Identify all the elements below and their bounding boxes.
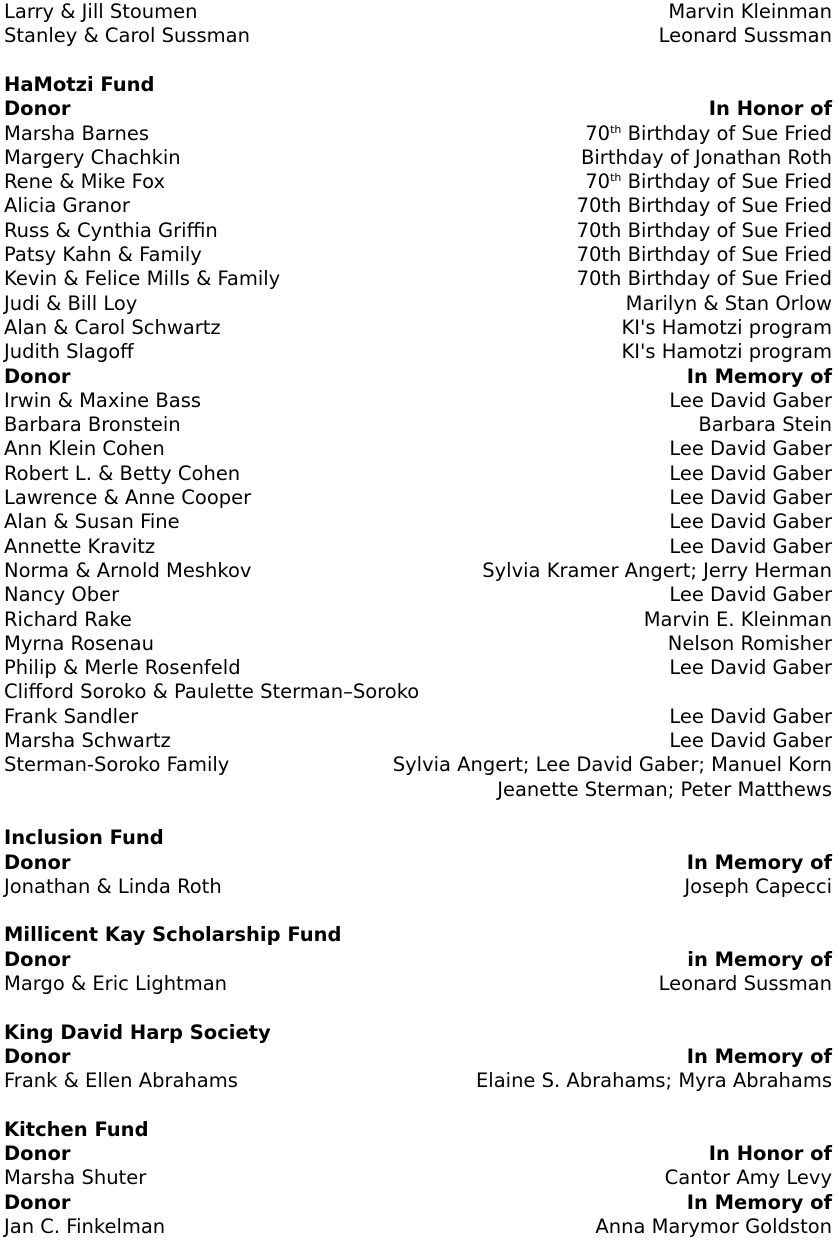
section-title: Millicent Kay Scholarship Fund	[4, 923, 342, 947]
honoree-name: Lee David Gaber	[669, 729, 832, 752]
donor-name: Annette Kravitz	[4, 534, 156, 558]
honoree-name: Cantor Amy Levy	[664, 1166, 832, 1190]
honoree-name: Jeanette Sterman; Peter Matthews	[497, 777, 832, 801]
donor-name: Marsha Barnes	[4, 121, 149, 145]
list-item	[4, 486, 832, 510]
list-item	[4, 729, 832, 753]
donor-name: Clifford Soroko & Paulette Sterman–Soroko	[4, 680, 420, 704]
honoree-name: KI's Hamotzi program	[621, 340, 832, 364]
list-item	[4, 875, 832, 899]
honoree-name: Lee David Gaber	[669, 534, 832, 558]
donor-name: Margery Chachkin	[4, 145, 181, 169]
section-title: Kitchen Fund	[4, 1117, 149, 1141]
in-honor-header: In Honor of	[708, 97, 832, 121]
donor-name: Kevin & Felice Mills & Family	[4, 267, 281, 291]
donor-name: Irwin & Maxine Bass	[4, 388, 202, 412]
donor-name: Philip & Merle Rosenfeld	[4, 656, 241, 680]
list-item	[4, 24, 832, 48]
list-item	[4, 122, 832, 146]
list-item	[4, 632, 832, 656]
donor-name: Frank Sandler	[4, 704, 139, 728]
list-item	[4, 559, 832, 583]
donor-name: Alan & Susan Fine	[4, 510, 180, 534]
donor-name: Marsha Shuter	[4, 1166, 147, 1190]
donor-name: Marsha Schwartz	[4, 729, 171, 752]
donor-name: Russ & Cynthia Griffin	[4, 218, 218, 242]
donor-name: Rene & Mike Fox	[4, 170, 166, 194]
list-item	[4, 170, 832, 194]
honoree-name: Nelson Romisher	[667, 631, 832, 655]
in-memory-header: In Memory of	[686, 850, 832, 874]
honoree-name: 70th Birthday of Sue Fried	[585, 121, 832, 145]
honoree-name: Joseph Capecci	[684, 874, 832, 898]
donor-name: Nancy Ober	[4, 583, 120, 607]
list-item	[4, 510, 832, 534]
donor-name: Stanley & Carol Sussman	[4, 24, 250, 48]
honoree-name: Elaine S. Abrahams; Myra Abrahams	[475, 1069, 832, 1093]
list-item	[4, 413, 832, 437]
list-item	[4, 583, 832, 607]
honoree-name: Sylvia Kramer Angert; Jerry Herman	[482, 558, 832, 582]
honoree-name: Marvin Kleinman	[668, 0, 832, 23]
list-item	[4, 437, 832, 461]
list-item	[4, 753, 832, 777]
donor-header: Donor	[4, 1190, 71, 1214]
honoree-name: Marilyn & Stan Orlow	[625, 291, 832, 315]
list-item	[4, 1166, 832, 1190]
honoree-name: Sylvia Angert; Lee David Gaber; Manuel Korn	[392, 753, 832, 777]
honoree-name: Lee David Gaber	[669, 583, 832, 607]
donor-name: Patsy Kahn & Family	[4, 243, 202, 266]
donor-header: Donor	[4, 1044, 71, 1068]
donor-name: Frank & Ellen Abrahams	[4, 1069, 238, 1093]
in-memory-header: In Memory of	[686, 364, 832, 388]
list-item	[4, 0, 832, 24]
donor-name: Norma & Arnold Meshkov	[4, 558, 252, 582]
honoree-name: Leonard Sussman	[658, 24, 832, 48]
column-header	[4, 1045, 832, 1069]
donor-name: Judi & Bill Loy	[4, 291, 138, 315]
donor-name: Judith Slagoff	[4, 340, 134, 364]
donor-header: Donor	[4, 850, 71, 874]
honoree-name: 70th Birthday of Sue Fried	[576, 194, 832, 218]
honoree-name: Lee David Gaber	[669, 704, 832, 728]
donor-name: Lawrence & Anne Cooper	[4, 486, 252, 509]
donor-name: Alan & Carol Schwartz	[4, 315, 221, 339]
donor-name: Sterman-Soroko Family	[4, 753, 230, 777]
in-honor-header: In Honor of	[708, 1142, 832, 1166]
list-item	[4, 1069, 832, 1093]
honoree-name: Lee David Gaber	[669, 486, 832, 509]
column-header	[4, 97, 832, 121]
donor-header: Donor	[4, 97, 71, 121]
donor-header: Donor	[4, 364, 71, 388]
list-item	[4, 778, 832, 802]
list-item	[4, 194, 832, 218]
honoree-name: 70th Birthday of Sue Fried	[576, 218, 832, 242]
donor-name: Margo & Eric Lightman	[4, 972, 228, 995]
donor-name: Jan C. Finkelman	[4, 1215, 166, 1238]
list-item	[4, 219, 832, 243]
donor-name: Richard Rake	[4, 607, 132, 631]
section-title: King David Harp Society	[4, 1020, 271, 1044]
honoree-name: Lee David Gaber	[669, 388, 832, 412]
donor-name: Larry & Jill Stoumen	[4, 0, 198, 23]
donor-name: Ann Klein Cohen	[4, 437, 165, 461]
list-item	[4, 292, 832, 316]
honoree-name: Birthday of Jonathan Roth	[581, 145, 832, 169]
donor-name: Myrna Rosenau	[4, 631, 154, 655]
honoree-name: Lee David Gaber	[669, 510, 832, 534]
in-memory-header: In Memory of	[686, 1044, 832, 1068]
list-item	[4, 705, 832, 729]
in-memory-header: in Memory of	[687, 947, 832, 971]
column-header	[4, 1142, 832, 1166]
list-item	[4, 389, 832, 413]
column-header	[4, 851, 832, 875]
list-item	[4, 243, 832, 267]
list-item	[4, 608, 832, 632]
honoree-name: Lee David Gaber	[669, 656, 832, 680]
honoree-name: Leonard Sussman	[658, 972, 832, 995]
honoree-name: KI's Hamotzi program	[621, 315, 832, 339]
donor-header: Donor	[4, 1142, 71, 1166]
donor-name: Jonathan & Linda Roth	[4, 874, 222, 898]
list-item	[4, 340, 832, 364]
section-title: HaMotzi Fund	[4, 72, 155, 96]
list-item	[4, 316, 832, 340]
honoree-name: Anna Marymor Goldston	[595, 1215, 832, 1238]
column-header	[4, 1191, 832, 1215]
list-item	[4, 146, 832, 170]
column-header	[4, 365, 832, 389]
list-item	[4, 680, 832, 704]
list-item	[4, 535, 832, 559]
honoree-name: 70th Birthday of Sue Fried	[585, 170, 832, 194]
honoree-name: 70th Birthday of Sue Fried	[576, 243, 832, 266]
list-item	[4, 656, 832, 680]
list-item	[4, 462, 832, 486]
section-title: Inclusion Fund	[4, 826, 164, 850]
donor-name: Alicia Granor	[4, 194, 130, 218]
list-item	[4, 1215, 832, 1239]
donor-name: Robert L. & Betty Cohen	[4, 461, 241, 485]
column-header	[4, 948, 832, 972]
list-item	[4, 972, 832, 996]
honoree-name: 70th Birthday of Sue Fried	[576, 267, 832, 291]
honoree-name: Lee David Gaber	[669, 461, 832, 485]
in-memory-header: In Memory of	[686, 1190, 832, 1214]
list-item	[4, 267, 832, 291]
honoree-name: Lee David Gaber	[669, 437, 832, 461]
honoree-name: Marvin E. Kleinman	[643, 607, 832, 631]
honoree-name: Barbara Stein	[698, 413, 832, 437]
donor-name: Barbara Bronstein	[4, 413, 181, 437]
donor-header: Donor	[4, 947, 71, 971]
